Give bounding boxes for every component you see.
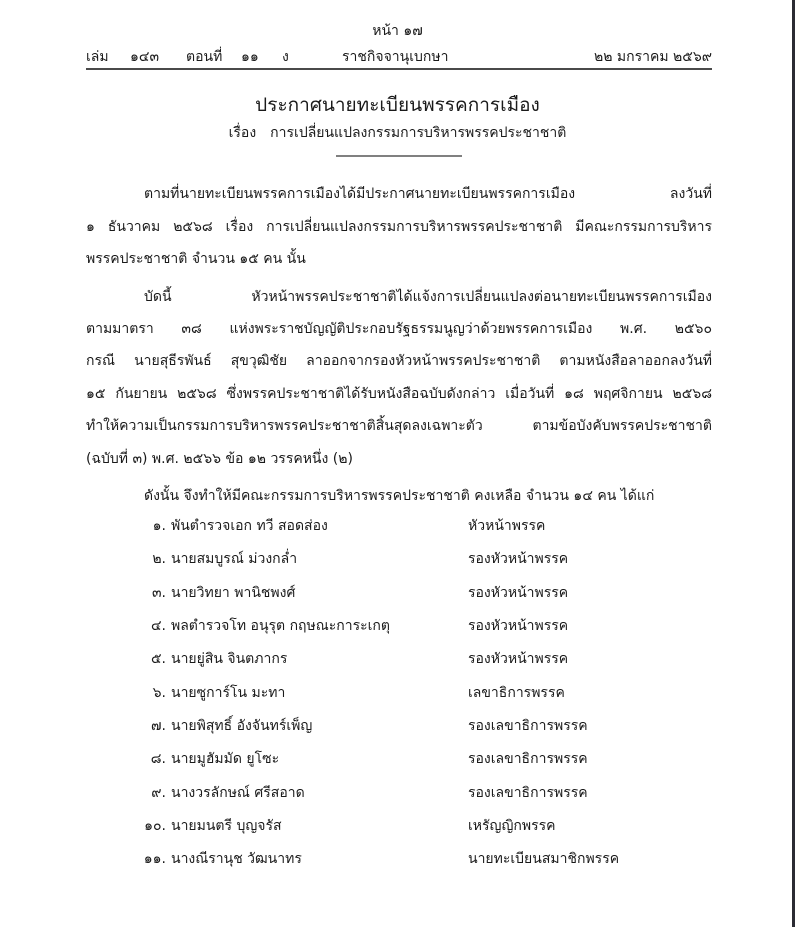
volume-label: เล่ม (86, 49, 109, 65)
member-role: รองเลขาธิการพรรค (468, 751, 588, 767)
member-name: นางณีรานุช วัฒนาทร (171, 851, 302, 867)
gazette-date: ๒๒ มกราคม ๒๕๖๙ (593, 49, 712, 65)
member-row (86, 715, 712, 737)
member-role: รองหัวหน้าพรรค (468, 618, 569, 634)
page-number: หน้า ๑๗ (372, 23, 423, 39)
paragraph-line: บัดนี้ หัวหน้าพรรคประชาชาติได้แจ้งการเปลี่ยนแปลงต่อนายทะเบียนพรรคการเมือง (144, 289, 712, 305)
member-role: เหรัญญิกพรรค (468, 818, 556, 834)
member-name: นายมูฮัมมัด ยูโซะ (171, 751, 280, 767)
member-role: รองหัวหน้าพรรค (468, 585, 569, 601)
paragraph-line: ๑๕ กันยายน ๒๕๖๘ ซึ่งพรรคประชาชาติได้รับหนังสือฉบับดังกล่าว เมื่อวันที่ ๑๘ พฤศจิกายน ๒๕๖๘ (86, 386, 712, 402)
member-name: นายมนตรี บุญจรัส (171, 818, 282, 834)
member-role: รองเลขาธิการพรรค (468, 785, 588, 801)
section-number: ๑๑ (241, 49, 259, 65)
section-type: ง (282, 49, 289, 65)
member-number: ๓. (151, 585, 166, 601)
member-role: รองหัวหน้าพรรค (468, 651, 569, 667)
member-row (86, 615, 712, 637)
member-number: ๑. (152, 518, 166, 534)
member-row (86, 782, 712, 804)
member-row (86, 515, 712, 537)
member-row (86, 582, 712, 604)
document-title: ประกาศนายทะเบียนพรรคการเมือง (255, 94, 540, 116)
member-name: นายสมบูรณ์ ม่วงกล่ำ (171, 551, 298, 567)
subject-text: การเปลี่ยนแปลงกรรมการบริหารพรรคประชาชาติ (270, 125, 567, 141)
member-number: ๘. (150, 751, 166, 767)
member-number: ๒. (152, 551, 166, 567)
member-name: นายวิทยา พานิชพงศ์ (171, 585, 296, 601)
member-name: พลตำรวจโท อนุรุต กฤษณะการะเกตุ (171, 618, 391, 634)
document-subject (0, 122, 795, 144)
member-row (86, 848, 712, 870)
member-name: นายพิสุทธิ์ อังจันทร์เพ็ญ (171, 718, 313, 734)
member-row (86, 548, 712, 570)
member-row (86, 748, 712, 770)
member-name: นายซูการ์โน มะทา (171, 685, 286, 701)
member-name: พันตำรวจเอก ทวี สอดส่อง (171, 518, 328, 534)
member-role: รองหัวหน้าพรรค (468, 551, 569, 567)
member-role: รองเลขาธิการพรรค (468, 718, 588, 734)
paragraph-line: พรรคประชาชาติ จำนวน ๑๕ คน นั้น (86, 251, 306, 267)
gazette-header (86, 46, 712, 66)
member-name: นายยู่สิน จินตภากร (171, 651, 288, 667)
paragraph-line: ๑ ธันวาคม ๒๕๖๘ เรื่อง การเปลี่ยนแปลงกรรมการบริหารพรรคประชาชาติ มีคณะกรรมการบริหาร (86, 219, 712, 235)
paragraph-line: ตามที่นายทะเบียนพรรคการเมืองได้มีประกาศนายทะเบียนพรรคการเมือง ลงวันที่ (144, 186, 712, 202)
member-row (86, 815, 712, 837)
member-role: นายทะเบียนสมาชิกพรรค (468, 851, 620, 867)
paragraph-line: กรณี นายสุธีรพันธ์ สุขวุฒิชัย ลาออกจากรองหัวหน้าพรรคประชาชาติ ตามหนังสือลาออกลงวันที่ (86, 353, 712, 369)
member-role: หัวหน้าพรรค (468, 518, 546, 534)
paragraph-line: ดังนั้น จึงทำให้มีคณะกรรมการบริหารพรรคประชาชาติ คงเหลือ จำนวน ๑๔ คน ได้แก่ (144, 488, 655, 504)
member-number: ๑๑. (143, 851, 166, 867)
member-number: ๖. (152, 685, 166, 701)
section-label: ตอนที่ (186, 49, 223, 65)
member-name: นางวรลักษณ์ ศรีสอาด (171, 785, 305, 801)
member-row (86, 648, 712, 670)
paragraph-line: ตามมาตรา ๓๘ แห่งพระราชบัญญัติประกอบรัฐธรรมนูญว่าด้วยพรรคการเมือง พ.ศ. ๒๕๖๐ (86, 321, 712, 337)
member-role: เลขาธิการพรรค (468, 685, 565, 701)
member-number: ๙. (151, 785, 166, 801)
subject-label: เรื่อง (228, 125, 257, 141)
member-row (86, 682, 712, 704)
volume-number: ๑๔๓ (130, 49, 160, 65)
member-number: ๕. (150, 651, 166, 667)
member-number: ๑๐. (144, 818, 166, 834)
gazette-name: ราชกิจจานุเบกษา (342, 49, 449, 65)
title-divider (336, 155, 462, 157)
member-number: ๗. (151, 718, 166, 734)
member-number: ๔. (150, 618, 166, 634)
paragraph-line: ทำให้ความเป็นกรรมการบริหารพรรคประชาชาติสิ้นสุดลงเฉพาะตัว ตามข้อบังคับพรรคประชาชาติ (86, 418, 712, 434)
header-divider (86, 68, 712, 70)
paragraph-line: (ฉบับที่ ๓) พ.ศ. ๒๕๖๖ ข้อ ๑๒ วรรคหนึ่ง (๒) (86, 451, 353, 467)
